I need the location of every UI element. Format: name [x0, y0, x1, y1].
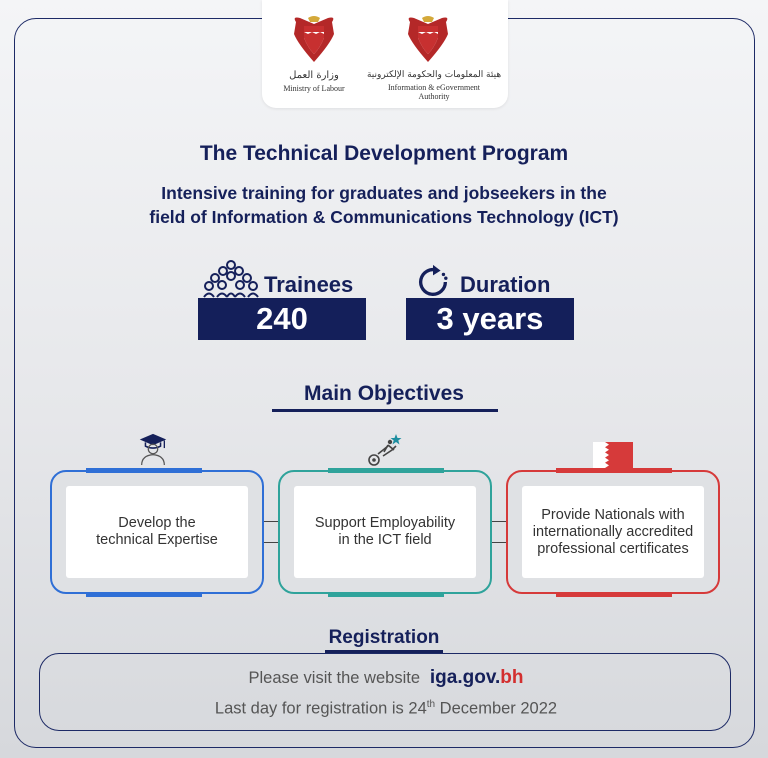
website-domain: iga.gov. [429, 667, 501, 688]
subtitle-line-1: Intensive training for graduates and jobseekers in the [161, 183, 607, 203]
deadline-prefix: Last day for registration is 24 [214, 699, 427, 718]
objective-3-bottom-bar [556, 592, 672, 597]
registration-title: Registration [328, 627, 440, 648]
subtitle-line-2: field of Information & Communications Technology (ICT) [149, 207, 619, 227]
iga-arabic-name: هيئة المعلومات والحكومة الإلكترونية [366, 70, 502, 80]
objective-1-line-2: technical Expertise [96, 532, 218, 548]
people-group-icon [203, 259, 259, 299]
bahrain-flag-icon [593, 442, 633, 468]
objective-2-line-2: in the ICT field [338, 532, 432, 548]
objective-1-top-bar [86, 468, 202, 473]
website-link[interactable] [425, 667, 524, 688]
objectives-underline [272, 409, 498, 412]
page-title: The Technical Development Program [199, 142, 569, 165]
website-tld: bh [500, 667, 524, 688]
trainees-value: 240 [198, 298, 366, 340]
objective-2-bottom-bar [328, 592, 444, 597]
objective-2-line-1: Support Employability [314, 515, 456, 531]
objective-3-line-2: internationally accredited [532, 523, 694, 540]
ministry-arabic-name: وزارة العمل [289, 70, 339, 81]
ministry-english-name: Ministry of Labour [283, 84, 345, 93]
graduate-icon [136, 432, 170, 466]
objective-2-top-bar [328, 468, 444, 473]
objectives-title: Main Objectives [304, 382, 464, 405]
refresh-icon [414, 263, 452, 301]
registration-deadline-line [40, 699, 732, 719]
trainees-label: Trainees [264, 272, 354, 297]
iga-english-name-line2: Authority [418, 92, 450, 101]
registration-box [39, 653, 731, 731]
objective-3-top-bar [556, 468, 672, 473]
bahrain-emblem-icon [404, 14, 452, 66]
climber-icon [366, 432, 406, 468]
objective-1-line-1: Develop the [118, 515, 196, 531]
deadline-ordinal: th [426, 699, 436, 710]
objective-card-certificates [506, 470, 720, 594]
deadline-suffix: December 2022 [435, 699, 558, 718]
objective-1-bottom-bar [86, 592, 202, 597]
objective-card-technical [50, 470, 264, 594]
objective-3-line-1: Provide Nationals with [541, 506, 685, 523]
objective-card-employability [278, 470, 492, 594]
duration-label: Duration [460, 272, 551, 297]
duration-value: 3 years [406, 298, 574, 340]
objective-3-line-3: professional certificates [537, 540, 689, 557]
website-prefix: Please visit the website [248, 669, 421, 687]
logo-card [262, 0, 508, 108]
bahrain-emblem-icon [290, 14, 338, 66]
iga-english-name-line1: Information & eGovernment [388, 83, 480, 92]
registration-website-line [40, 667, 732, 689]
